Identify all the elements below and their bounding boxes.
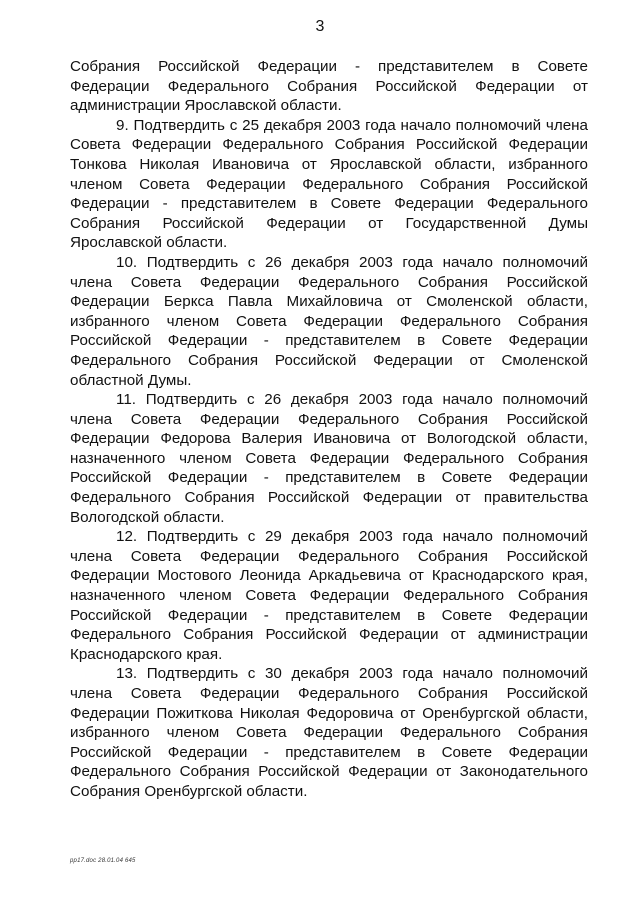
paragraph-item-12: 12. Подтвердить с 29 декабря 2003 года начало полномочий члена Совета Федерации Федерального Собрания Российской Федерации Мостового Леонида Аркадьевича от Краснодарского края, назначенного членом Совета Федерации Федерального Собрания Российской Федерации - представителем в Совете Федерации Федерального Собрания Российской Федерации от администрации Краснодарского края. bbox=[70, 528, 588, 663]
paragraph-item-9: 9. Подтвердить с 25 декабря 2003 года начало полномочий члена Совета Федерации Федерального Собрания Российской Федерации Тонкова Николая Ивановича от Ярославской области, избранного членом Совета Федерации Федерального Собрания Российской Федерации - представителем в Совете Федерации Федерального Собрания Российской Федерации от Государственной Думы Ярославской области. bbox=[70, 116, 588, 252]
page-number: 3 bbox=[315, 18, 325, 35]
paragraph-item-11: 11. Подтвердить с 26 декабря 2003 года начало полномочий члена Совета Федерации Федерального Собрания Российской Федерации Федорова Валерия Ивановича от Вологодской области, назначенного членом Совета Федерации Федерального Собрания Российской Федерации - представителем в Совете Федерации Федерального Собрания Российской Федерации от правительства Вологодской области. bbox=[70, 391, 588, 526]
footer-file-reference: pp17.doc 28.01.04 645 bbox=[70, 858, 136, 864]
paragraph-item-13: 13. Подтвердить с 30 декабря 2003 года начало полномочий члена Совета Федерации Федерального Собрания Российской Федерации Пожиткова Николая Федоровича от Оренбургской области, избранного членом Совета Федерации Федерального Собрания Российской Федерации - представителем в Совете Федерации Федерального Собрания Российской Федерации от Законодательного Собрания Оренбургской области. bbox=[70, 665, 588, 800]
paragraph-continuation: Собрания Российской Федерации - представителем в Совете Федерации Федерального Собрания Российской Федерации от администрации Ярославской области. bbox=[70, 58, 588, 115]
paragraph-item-10: 10. Подтвердить с 26 декабря 2003 года начало полномочий члена Совета Федерации Федерального Собрания Российской Федерации Беркса Павла Михайловича от Смоленской области, избранного членом Совета Федерации Федерального Собрания Российской Федерации - представителем в Совете Федерации Федерального Собрания Российской Федерации от Смоленской областной Думы. bbox=[70, 253, 588, 389]
document-body bbox=[70, 57, 588, 802]
